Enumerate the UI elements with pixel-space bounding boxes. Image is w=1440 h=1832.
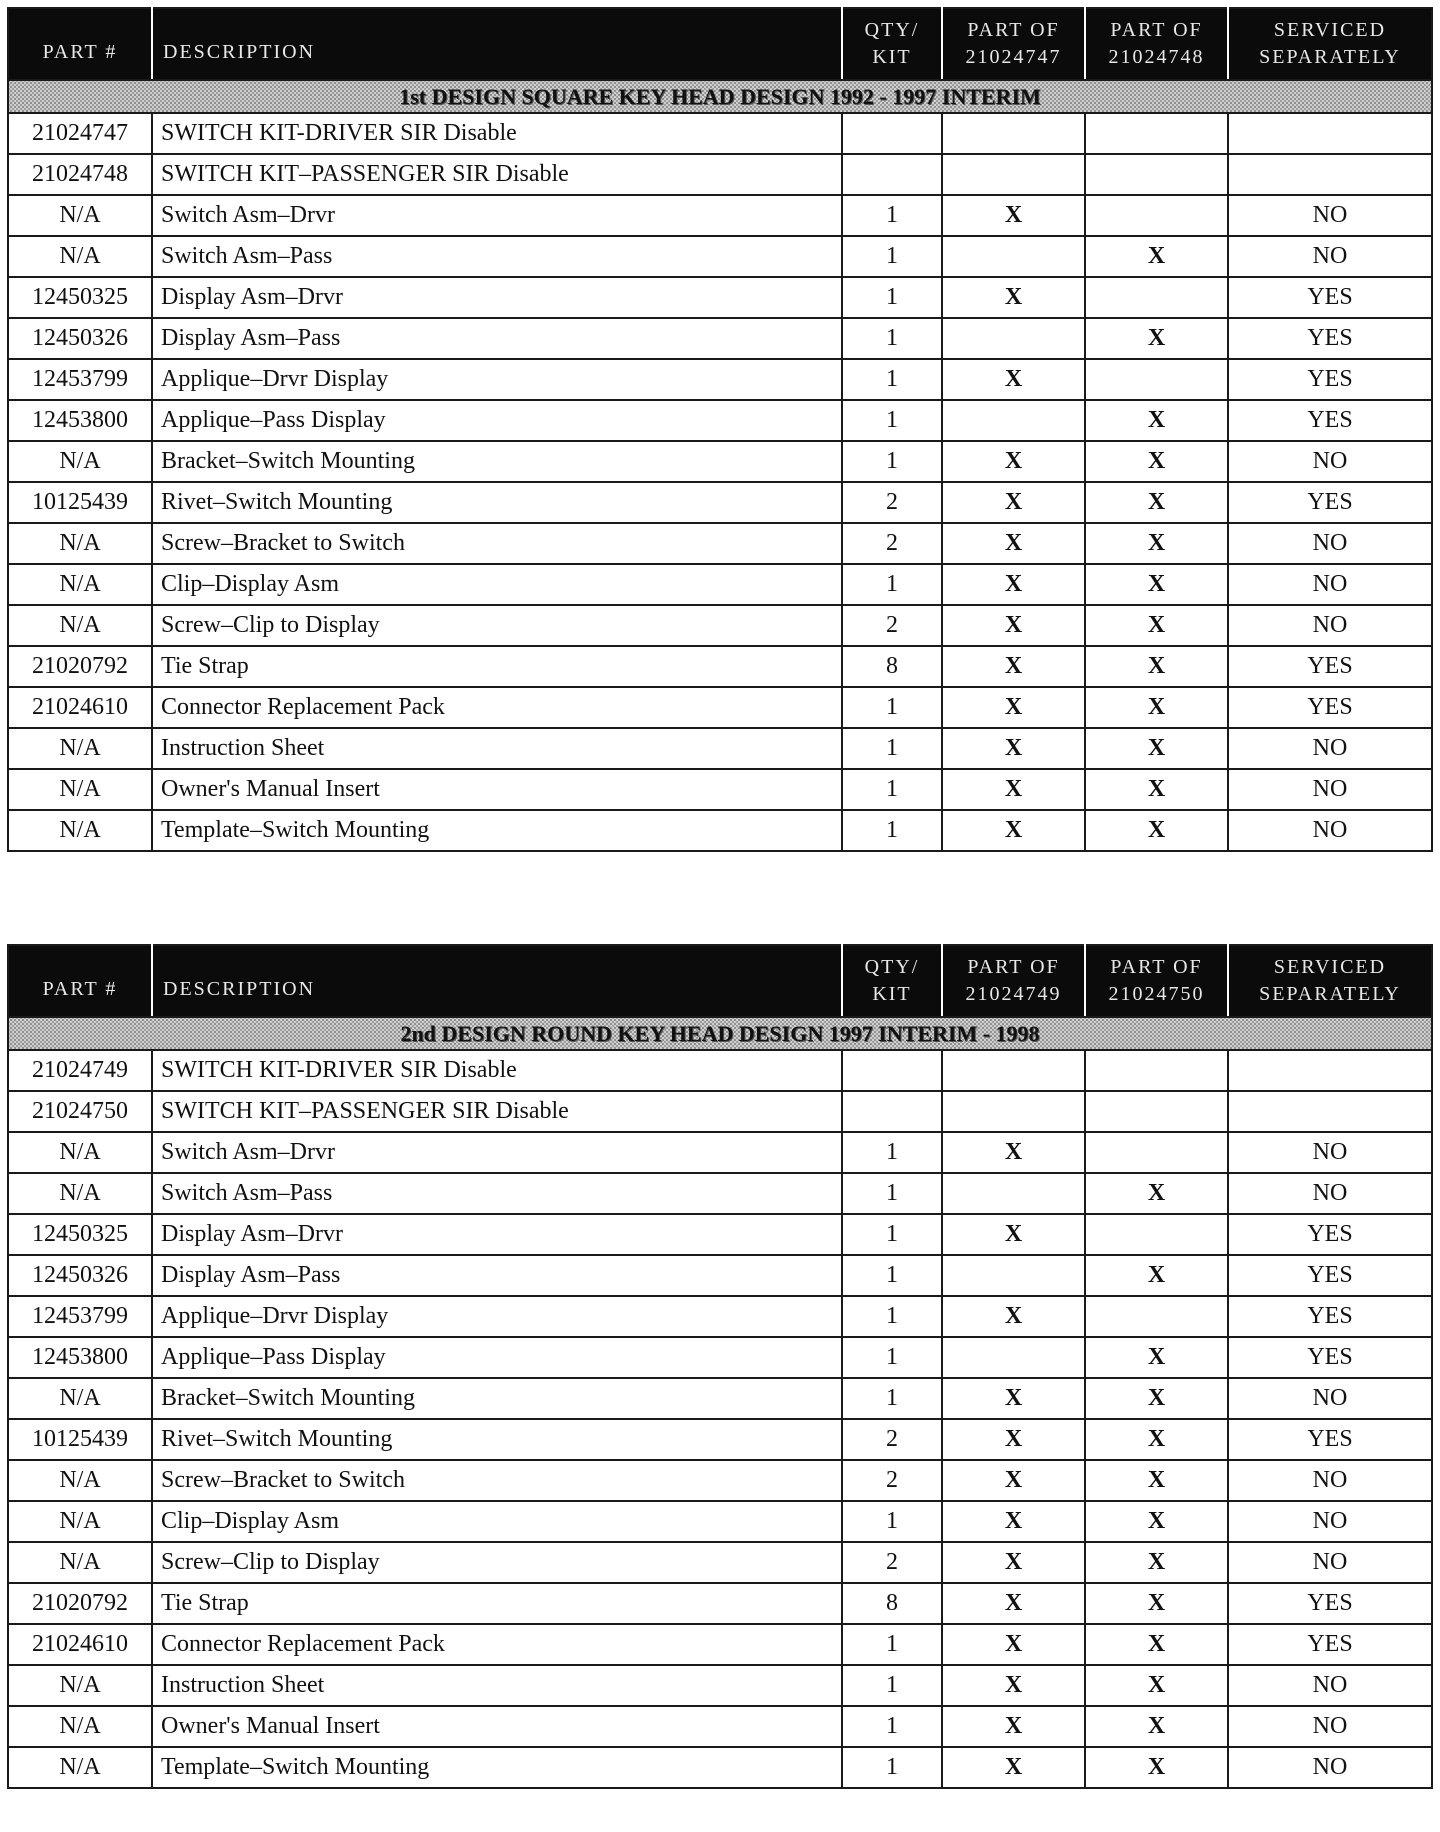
serviced-separately-cell	[1228, 1091, 1432, 1132]
header-description: DESCRIPTION	[152, 8, 842, 80]
header-serviced-line1: SERVICED	[1273, 956, 1387, 978]
part-of-kit1-cell	[942, 1173, 1085, 1214]
header-description: DESCRIPTION	[152, 945, 842, 1017]
table-row	[8, 318, 1432, 359]
part-of-kit2-cell: X	[1085, 1624, 1228, 1665]
part-of-kit1-cell: X	[942, 769, 1085, 810]
part-number-cell: N/A	[8, 1542, 152, 1583]
part-of-kit2-cell	[1085, 195, 1228, 236]
table-row	[8, 1747, 1432, 1788]
qty-per-kit-cell: 1	[842, 687, 942, 728]
part-of-kit2-cell: X	[1085, 400, 1228, 441]
description-cell: Rivet–Switch Mounting	[152, 1419, 842, 1460]
table-row	[8, 687, 1432, 728]
part-of-kit1-cell: X	[942, 1542, 1085, 1583]
description-cell: Switch Asm–Pass	[152, 236, 842, 277]
table-row	[8, 1050, 1432, 1091]
header-kit2-number: 21024750	[1108, 983, 1205, 1005]
description-cell: Applique–Pass Display	[152, 1337, 842, 1378]
part-of-kit1-cell: X	[942, 482, 1085, 523]
serviced-separately-cell: YES	[1228, 1419, 1432, 1460]
qty-per-kit-cell: 1	[842, 1501, 942, 1542]
part-of-kit1-cell	[942, 318, 1085, 359]
part-number-cell: N/A	[8, 441, 152, 482]
qty-per-kit-cell: 1	[842, 728, 942, 769]
part-number-cell: 21024748	[8, 154, 152, 195]
header-part-of-kit2	[1085, 8, 1228, 80]
table-row	[8, 359, 1432, 400]
part-of-kit1-cell	[942, 1091, 1085, 1132]
table-row	[8, 605, 1432, 646]
part-of-kit1-cell: X	[942, 1460, 1085, 1501]
qty-per-kit-cell: 2	[842, 1542, 942, 1583]
serviced-separately-cell: YES	[1228, 482, 1432, 523]
part-of-kit1-cell	[942, 1050, 1085, 1091]
serviced-separately-cell: YES	[1228, 277, 1432, 318]
serviced-separately-cell: NO	[1228, 769, 1432, 810]
part-of-kit2-cell: X	[1085, 1747, 1228, 1788]
part-number-cell: N/A	[8, 1501, 152, 1542]
part-number-cell: 12453800	[8, 1337, 152, 1378]
part-number-cell: 12450326	[8, 1255, 152, 1296]
description-cell: Display Asm–Pass	[152, 1255, 842, 1296]
table-row	[8, 1173, 1432, 1214]
part-number-cell: 12453799	[8, 1296, 152, 1337]
part-of-kit1-cell: X	[942, 564, 1085, 605]
header-serviced-separately	[1228, 945, 1432, 1017]
part-of-kit2-cell: X	[1085, 1665, 1228, 1706]
serviced-separately-cell: NO	[1228, 1501, 1432, 1542]
part-of-kit2-cell: X	[1085, 1378, 1228, 1419]
part-of-kit2-cell: X	[1085, 769, 1228, 810]
part-of-kit2-cell	[1085, 113, 1228, 154]
header-part-number: PART #	[8, 945, 152, 1017]
qty-per-kit-cell: 2	[842, 605, 942, 646]
description-cell: Bracket–Switch Mounting	[152, 1378, 842, 1419]
header-qty-line1: QTY/	[864, 19, 920, 41]
serviced-separately-cell: NO	[1228, 728, 1432, 769]
description-cell: Clip–Display Asm	[152, 564, 842, 605]
header-part-of-label: PART OF	[1110, 956, 1203, 978]
part-of-kit1-cell: X	[942, 728, 1085, 769]
part-of-kit2-cell: X	[1085, 523, 1228, 564]
description-cell: Connector Replacement Pack	[152, 687, 842, 728]
design-band-title: 1st DESIGN SQUARE KEY HEAD DESIGN 1992 - 1997 INTERIM	[8, 80, 1432, 113]
serviced-separately-cell: NO	[1228, 605, 1432, 646]
description-cell: Switch Asm–Pass	[152, 1173, 842, 1214]
table-body	[8, 113, 1432, 851]
serviced-separately-cell	[1228, 154, 1432, 195]
qty-per-kit-cell: 1	[842, 359, 942, 400]
part-of-kit2-cell: X	[1085, 1542, 1228, 1583]
description-cell: Screw–Bracket to Switch	[152, 523, 842, 564]
description-cell: Owner's Manual Insert	[152, 1706, 842, 1747]
serviced-separately-cell: NO	[1228, 564, 1432, 605]
part-of-kit1-cell: X	[942, 687, 1085, 728]
design-band-row	[8, 1017, 1432, 1050]
qty-per-kit-cell: 2	[842, 1419, 942, 1460]
part-number-cell: 10125439	[8, 1419, 152, 1460]
part-of-kit2-cell: X	[1085, 605, 1228, 646]
qty-per-kit-cell: 1	[842, 810, 942, 851]
part-of-kit2-cell: X	[1085, 1501, 1228, 1542]
serviced-separately-cell: NO	[1228, 1378, 1432, 1419]
table-row	[8, 1501, 1432, 1542]
table-row	[8, 769, 1432, 810]
part-number-cell: 21024750	[8, 1091, 152, 1132]
qty-per-kit-cell: 1	[842, 400, 942, 441]
description-cell: Instruction Sheet	[152, 728, 842, 769]
table-row	[8, 728, 1432, 769]
part-number-cell: 21024749	[8, 1050, 152, 1091]
part-of-kit1-cell: X	[942, 1132, 1085, 1173]
table-row	[8, 523, 1432, 564]
part-number-cell: N/A	[8, 728, 152, 769]
part-of-kit1-cell	[942, 1337, 1085, 1378]
part-of-kit1-cell: X	[942, 1747, 1085, 1788]
qty-per-kit-cell	[842, 1091, 942, 1132]
table-row	[8, 1624, 1432, 1665]
header-part-of-kit1	[942, 8, 1085, 80]
description-cell: Instruction Sheet	[152, 1665, 842, 1706]
qty-per-kit-cell: 1	[842, 1173, 942, 1214]
serviced-separately-cell: NO	[1228, 1460, 1432, 1501]
part-of-kit2-cell: X	[1085, 236, 1228, 277]
table-row	[8, 277, 1432, 318]
qty-per-kit-cell: 1	[842, 1296, 942, 1337]
table-row	[8, 1706, 1432, 1747]
part-number-cell: 21024747	[8, 113, 152, 154]
serviced-separately-cell: YES	[1228, 359, 1432, 400]
header-serviced-separately	[1228, 8, 1432, 80]
qty-per-kit-cell: 2	[842, 1460, 942, 1501]
header-qty-line2: KIT	[872, 983, 912, 1005]
part-of-kit2-cell	[1085, 1132, 1228, 1173]
description-cell: Tie Strap	[152, 1583, 842, 1624]
table-row	[8, 1665, 1432, 1706]
qty-per-kit-cell: 1	[842, 769, 942, 810]
serviced-separately-cell: YES	[1228, 1296, 1432, 1337]
part-number-cell: N/A	[8, 1132, 152, 1173]
serviced-separately-cell: NO	[1228, 1706, 1432, 1747]
qty-per-kit-cell: 1	[842, 1214, 942, 1255]
serviced-separately-cell: NO	[1228, 1747, 1432, 1788]
part-number-cell: N/A	[8, 1378, 152, 1419]
qty-per-kit-cell: 1	[842, 1132, 942, 1173]
part-of-kit2-cell: X	[1085, 728, 1228, 769]
part-number-cell: N/A	[8, 1747, 152, 1788]
table-row	[8, 1460, 1432, 1501]
part-of-kit1-cell: X	[942, 1214, 1085, 1255]
qty-per-kit-cell	[842, 113, 942, 154]
header-row	[8, 8, 1432, 80]
serviced-separately-cell: YES	[1228, 687, 1432, 728]
part-of-kit1-cell	[942, 400, 1085, 441]
table-row	[8, 1337, 1432, 1378]
part-of-kit2-cell	[1085, 154, 1228, 195]
header-serviced-line1: SERVICED	[1273, 19, 1387, 41]
part-of-kit1-cell: X	[942, 1624, 1085, 1665]
part-number-cell: N/A	[8, 236, 152, 277]
qty-per-kit-cell: 1	[842, 1747, 942, 1788]
part-of-kit2-cell: X	[1085, 441, 1228, 482]
serviced-separately-cell: NO	[1228, 236, 1432, 277]
serviced-separately-cell: NO	[1228, 1173, 1432, 1214]
table-row	[8, 1419, 1432, 1460]
description-cell: Applique–Drvr Display	[152, 359, 842, 400]
part-number-cell: 21020792	[8, 646, 152, 687]
description-cell: Clip–Display Asm	[152, 1501, 842, 1542]
part-number-cell: N/A	[8, 564, 152, 605]
part-of-kit1-cell: X	[942, 1501, 1085, 1542]
part-of-kit2-cell	[1085, 359, 1228, 400]
serviced-separately-cell: NO	[1228, 195, 1432, 236]
part-of-kit2-cell: X	[1085, 1583, 1228, 1624]
part-of-kit1-cell: X	[942, 1419, 1085, 1460]
description-cell: Rivet–Switch Mounting	[152, 482, 842, 523]
table-row	[8, 1542, 1432, 1583]
description-cell: Applique–Drvr Display	[152, 1296, 842, 1337]
part-of-kit1-cell: X	[942, 523, 1085, 564]
part-of-kit2-cell	[1085, 1214, 1228, 1255]
header-kit2-number: 21024748	[1108, 46, 1205, 68]
description-cell: SWITCH KIT-DRIVER SIR Disable	[152, 1050, 842, 1091]
description-cell: Display Asm–Pass	[152, 318, 842, 359]
table-body	[8, 1050, 1432, 1788]
description-cell: SWITCH KIT-DRIVER SIR Disable	[152, 113, 842, 154]
part-number-cell: N/A	[8, 523, 152, 564]
part-number-cell: 21020792	[8, 1583, 152, 1624]
part-of-kit2-cell	[1085, 1050, 1228, 1091]
part-of-kit2-cell: X	[1085, 564, 1228, 605]
header-kit1-number: 21024749	[965, 983, 1062, 1005]
serviced-separately-cell: NO	[1228, 810, 1432, 851]
description-cell: Owner's Manual Insert	[152, 769, 842, 810]
part-of-kit2-cell: X	[1085, 646, 1228, 687]
header-part-of-kit2	[1085, 945, 1228, 1017]
part-number-cell: 12450326	[8, 318, 152, 359]
part-of-kit2-cell: X	[1085, 810, 1228, 851]
header-serviced-line2: SEPARATELY	[1259, 983, 1401, 1005]
table-row	[8, 400, 1432, 441]
description-cell: Display Asm–Drvr	[152, 277, 842, 318]
part-of-kit1-cell	[942, 154, 1085, 195]
qty-per-kit-cell: 1	[842, 1624, 942, 1665]
part-of-kit1-cell	[942, 236, 1085, 277]
part-number-cell: 21024610	[8, 687, 152, 728]
table-row	[8, 810, 1432, 851]
part-of-kit2-cell: X	[1085, 1337, 1228, 1378]
part-number-cell: 21024610	[8, 1624, 152, 1665]
part-of-kit1-cell: X	[942, 605, 1085, 646]
part-of-kit2-cell: X	[1085, 687, 1228, 728]
part-number-cell: N/A	[8, 195, 152, 236]
serviced-separately-cell: NO	[1228, 1132, 1432, 1173]
part-number-cell: 12450325	[8, 277, 152, 318]
table-row	[8, 482, 1432, 523]
table-row	[8, 195, 1432, 236]
serviced-separately-cell: YES	[1228, 1624, 1432, 1665]
qty-per-kit-cell: 8	[842, 1583, 942, 1624]
part-number-cell: 12453799	[8, 359, 152, 400]
part-of-kit1-cell: X	[942, 1378, 1085, 1419]
part-of-kit2-cell: X	[1085, 1173, 1228, 1214]
part-number-cell: 12453800	[8, 400, 152, 441]
part-of-kit2-cell: X	[1085, 1460, 1228, 1501]
header-part-of-label: PART OF	[967, 19, 1060, 41]
header-serviced-line2: SEPARATELY	[1259, 46, 1401, 68]
table-row	[8, 1132, 1432, 1173]
part-number-cell: N/A	[8, 769, 152, 810]
qty-per-kit-cell: 1	[842, 1378, 942, 1419]
serviced-separately-cell: NO	[1228, 523, 1432, 564]
header-qty-line2: KIT	[872, 46, 912, 68]
header-qty-line1: QTY/	[864, 956, 920, 978]
description-cell: Template–Switch Mounting	[152, 1747, 842, 1788]
table-row	[8, 564, 1432, 605]
part-number-cell: N/A	[8, 605, 152, 646]
qty-per-kit-cell: 1	[842, 1706, 942, 1747]
design-band-title: 2nd DESIGN ROUND KEY HEAD DESIGN 1997 INTERIM - 1998	[8, 1017, 1432, 1050]
part-of-kit2-cell	[1085, 277, 1228, 318]
serviced-separately-cell: YES	[1228, 1583, 1432, 1624]
description-cell: Applique–Pass Display	[152, 400, 842, 441]
description-cell: SWITCH KIT–PASSENGER SIR Disable	[152, 154, 842, 195]
header-part-of-label: PART OF	[967, 956, 1060, 978]
part-of-kit1-cell: X	[942, 810, 1085, 851]
part-number-cell: N/A	[8, 1173, 152, 1214]
serviced-separately-cell: YES	[1228, 646, 1432, 687]
part-of-kit2-cell	[1085, 1091, 1228, 1132]
serviced-separately-cell: YES	[1228, 1255, 1432, 1296]
table-row	[8, 1091, 1432, 1132]
description-cell: Switch Asm–Drvr	[152, 1132, 842, 1173]
part-of-kit1-cell: X	[942, 195, 1085, 236]
part-of-kit2-cell: X	[1085, 482, 1228, 523]
description-cell: Tie Strap	[152, 646, 842, 687]
description-cell: Template–Switch Mounting	[152, 810, 842, 851]
description-cell: SWITCH KIT–PASSENGER SIR Disable	[152, 1091, 842, 1132]
part-number-cell: 10125439	[8, 482, 152, 523]
table-row	[8, 646, 1432, 687]
part-of-kit1-cell: X	[942, 1296, 1085, 1337]
serviced-separately-cell: NO	[1228, 441, 1432, 482]
header-qty-kit	[842, 945, 942, 1017]
qty-per-kit-cell: 2	[842, 523, 942, 564]
part-number-cell: N/A	[8, 1706, 152, 1747]
description-cell: Bracket–Switch Mounting	[152, 441, 842, 482]
header-part-of-kit1	[942, 945, 1085, 1017]
qty-per-kit-cell: 8	[842, 646, 942, 687]
header-kit1-number: 21024747	[965, 46, 1062, 68]
qty-per-kit-cell	[842, 1050, 942, 1091]
serviced-separately-cell: YES	[1228, 1337, 1432, 1378]
part-number-cell: N/A	[8, 1665, 152, 1706]
table-row	[8, 1378, 1432, 1419]
part-of-kit2-cell: X	[1085, 1419, 1228, 1460]
description-cell: Screw–Bracket to Switch	[152, 1460, 842, 1501]
part-of-kit1-cell: X	[942, 441, 1085, 482]
qty-per-kit-cell: 1	[842, 1337, 942, 1378]
part-of-kit2-cell: X	[1085, 1706, 1228, 1747]
qty-per-kit-cell: 1	[842, 195, 942, 236]
qty-per-kit-cell: 2	[842, 482, 942, 523]
qty-per-kit-cell: 1	[842, 318, 942, 359]
part-of-kit1-cell	[942, 1255, 1085, 1296]
design-band-row	[8, 80, 1432, 113]
table-row	[8, 236, 1432, 277]
part-of-kit1-cell: X	[942, 646, 1085, 687]
table-row	[8, 154, 1432, 195]
description-cell: Switch Asm–Drvr	[152, 195, 842, 236]
part-of-kit1-cell: X	[942, 1665, 1085, 1706]
qty-per-kit-cell	[842, 154, 942, 195]
header-part-of-label: PART OF	[1110, 19, 1203, 41]
serviced-separately-cell: NO	[1228, 1542, 1432, 1583]
parts-table-second-design	[7, 944, 1433, 1789]
part-of-kit1-cell	[942, 113, 1085, 154]
header-row	[8, 945, 1432, 1017]
table-row	[8, 113, 1432, 154]
serviced-separately-cell: YES	[1228, 400, 1432, 441]
table-row	[8, 1583, 1432, 1624]
table-row	[8, 441, 1432, 482]
qty-per-kit-cell: 1	[842, 564, 942, 605]
description-cell: Connector Replacement Pack	[152, 1624, 842, 1665]
serviced-separately-cell: YES	[1228, 1214, 1432, 1255]
parts-table-first-design	[7, 7, 1433, 852]
serviced-separately-cell	[1228, 1050, 1432, 1091]
serviced-separately-cell: YES	[1228, 318, 1432, 359]
part-number-cell: N/A	[8, 810, 152, 851]
table-row	[8, 1255, 1432, 1296]
part-of-kit1-cell: X	[942, 277, 1085, 318]
part-number-cell: 12450325	[8, 1214, 152, 1255]
description-cell: Screw–Clip to Display	[152, 1542, 842, 1583]
part-number-cell: N/A	[8, 1460, 152, 1501]
qty-per-kit-cell: 1	[842, 277, 942, 318]
part-of-kit2-cell: X	[1085, 1255, 1228, 1296]
part-of-kit1-cell: X	[942, 1706, 1085, 1747]
qty-per-kit-cell: 1	[842, 441, 942, 482]
serviced-separately-cell: NO	[1228, 1665, 1432, 1706]
table-row	[8, 1214, 1432, 1255]
part-of-kit2-cell: X	[1085, 318, 1228, 359]
part-of-kit1-cell: X	[942, 1583, 1085, 1624]
serviced-separately-cell	[1228, 113, 1432, 154]
header-part-number: PART #	[8, 8, 152, 80]
qty-per-kit-cell: 1	[842, 1255, 942, 1296]
description-cell: Display Asm–Drvr	[152, 1214, 842, 1255]
part-of-kit1-cell: X	[942, 359, 1085, 400]
qty-per-kit-cell: 1	[842, 1665, 942, 1706]
description-cell: Screw–Clip to Display	[152, 605, 842, 646]
qty-per-kit-cell: 1	[842, 236, 942, 277]
table-row	[8, 1296, 1432, 1337]
header-qty-kit	[842, 8, 942, 80]
part-of-kit2-cell	[1085, 1296, 1228, 1337]
